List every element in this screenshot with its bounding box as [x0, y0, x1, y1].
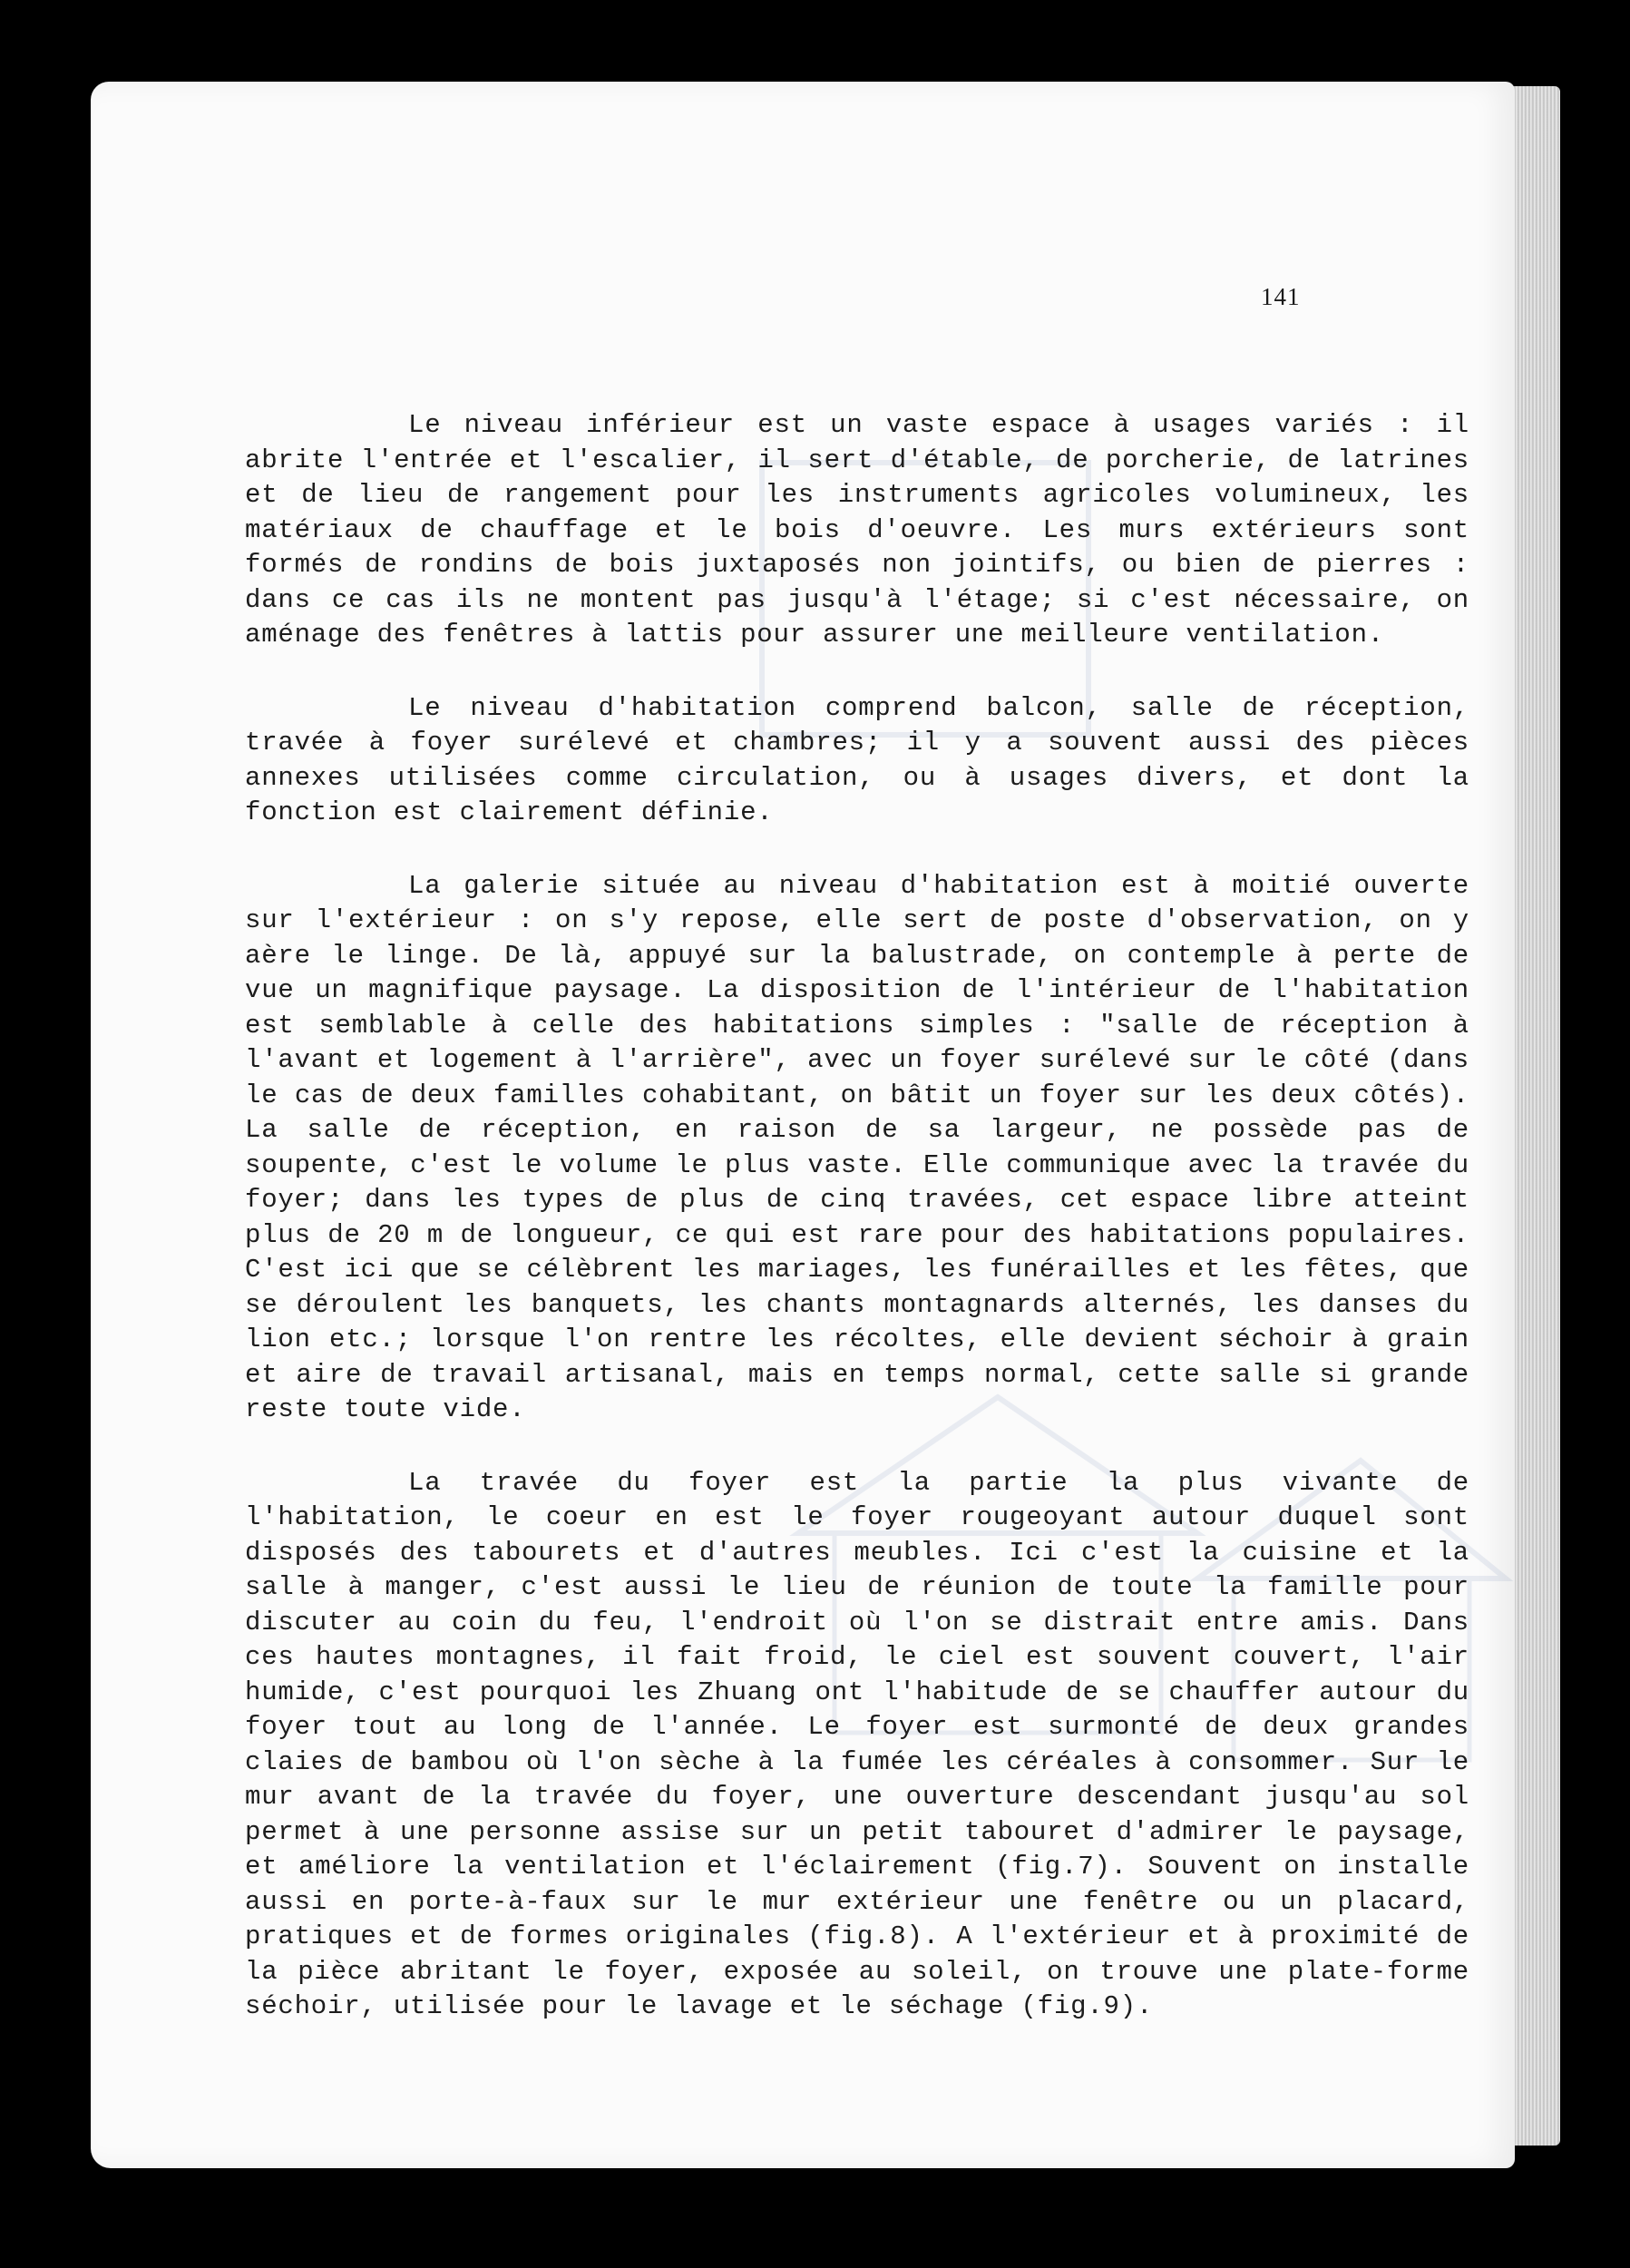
paragraph-lower-level: Le niveau inférieur est un vaste espace à usages variés : il abrite l'entrée et l'escalier, il sert d'étable, de porcherie, de latrines et de lieu de rangement pour les instruments agricoles volumineux, les matériaux de chauffage et le bois d'oeuvre. Les murs extérieurs sont formés de rondins de bois juxtaposés non jointifs, ou bien de pierres : dans ce cas ils ne montent pas jusqu'à l'étage; si c'est nécessaire, on aménage des fenêtres à lattis pour assurer une meilleure ventilation.: [245, 410, 1469, 650]
paragraph-hearth-bay: La travée du foyer est la partie la plus vivante de l'habitation, le coeur en est le foyer rougeoyant autour duquel sont disposés des tabourets et d'autres meubles. Ici c'est la cuisine et la salle à manger, c'est aussi le lieu de réunion de toute la famille pour discuter au coin du feu, l'endroit où l'on se distrait entre amis. Dans ces hautes montagnes, il fait froid, le ciel est souvent couvert, l'air humide, c'est pourquoi les Zhuang ont l'habitude de se chauffer autour du foyer tout au long de l'année. Le foyer est surmonté de deux grandes claies de bambou où l'on sèche à la fumée les céréales à consommer. Sur le mur avant de la travée du foyer, une ouverture descendant jusqu'au sol permet à une personne assise sur un petit tabouret d'admirer le paysage, et améliore la ventilation et l'éclairement (fig.7). Souvent on installe aussi en porte-à-faux sur le mur extérieur une fenêtre ou un placard, pratiques et de formes originales (fig.8). A l'extérieur et à proximité de la pièce abritant le foyer, exposée au soleil, on trouve une plate-forme séchoir, utilisée pour le lavage et le séchage (fig.9).: [245, 1467, 1469, 2021]
book-page: [91, 82, 1515, 2168]
paragraph-living-level: Le niveau d'habitation comprend balcon, salle de réception, travée à foyer surélevé et chambres; il y a souvent aussi des pièces annexes utilisées comme circulation, ou à usages divers, et dont la fonction est clairement définie.: [245, 692, 1469, 827]
body-text: [245, 408, 1469, 2025]
paragraph-gallery: La galerie située au niveau d'habitation est à moitié ouverte sur l'extérieur : on s'y repose, elle sert de poste d'observation, on y aère le linge. De là, appuyé sur la balustrade, on contemple à perte de vue un magnifique paysage. La disposition de l'intérieur de l'habitation est semblable à celle des habitations simples : "salle de réception à l'avant et logement à l'arrière", avec un foyer surélevé sur le côté (dans le cas de deux familles cohabitant, on bâtit un foyer sur les deux côtés). La salle de réception, en raison de sa largeur, ne possède pas de soupente, c'est le volume le plus vaste. Elle communique avec la travée du foyer; dans les types de plus de cinq travées, cet espace libre atteint plus de 20 m de longueur, ce qui est rare pour des habitations populaires. C'est ici que se célèbrent les mariages, les funérailles et les fêtes, que se déroulent les banquets, les chants montagnards alternés, les danses du lion etc.; lorsque l'on rentre les récoltes, elle devient séchoir à grain et aire de travail artisanal, mais en temps normal, cette salle si grande reste toute vide.: [245, 870, 1469, 1424]
page-number: 141: [1261, 283, 1301, 310]
